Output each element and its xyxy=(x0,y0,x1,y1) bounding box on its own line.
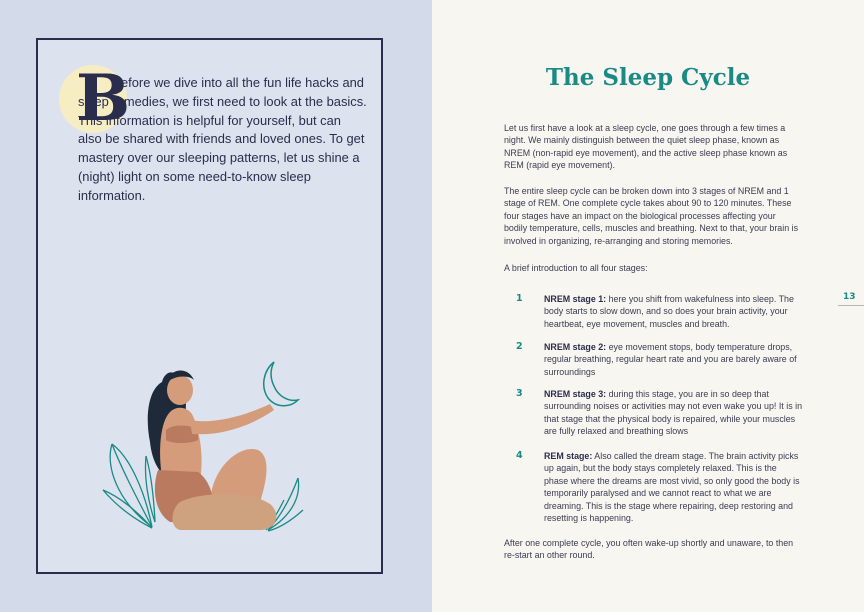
stage-description: eye movement stops, body temperature drops, regular breathing, regular heart rate and you are barely aware of surroundings xyxy=(544,342,797,377)
right-page xyxy=(432,0,864,612)
intro-paragraph xyxy=(78,74,368,206)
paragraph-closing: After one complete cycle, you often wake-up shortly and unaware, to then re-start an other round. xyxy=(504,538,794,561)
page-title: The Sleep Cycle xyxy=(545,64,751,91)
stage-number: 3 xyxy=(516,388,523,399)
stage-label: NREM stage 1: xyxy=(544,294,607,304)
paragraph-stages-lead: A brief introduction to all four stages: xyxy=(504,263,648,273)
stage-description: Also called the dream stage. The brain activity picks up again, but the body stays completely relaxed. This is the phase where the dreams are most vivid, so only good the body is temporarily paralysed and we cannot react to what we are dreaming. This is the stage where repairing, deep restoring and resetting is happening. xyxy=(544,451,800,524)
stage-text xyxy=(544,293,802,330)
stage-number: 1 xyxy=(516,293,523,304)
stage-number: 2 xyxy=(516,341,523,352)
woman-holding-moon-illustration xyxy=(100,352,310,534)
stage-label: NREM stage 3: xyxy=(544,389,607,399)
stage-description: during this stage, you are in so deep that surrounding noises or activities may not even wake you up! It is in that stage that the physical body is repaired, while your muscles are fully relaxed and breathing slows xyxy=(544,389,802,437)
stage-text xyxy=(544,341,802,378)
intro-first-line: efore we dive into all the fun life hacks xyxy=(121,75,339,90)
drop-cap: B xyxy=(76,61,131,136)
stage-label: REM stage: xyxy=(544,451,593,461)
stage-number: 4 xyxy=(516,450,523,461)
page-number: 13 xyxy=(843,292,856,302)
stage-description: here you shift from wakefulness into sleep. The body starts to slow down, and so does your brain activity, your heartbeat, eye movement, muscles and breath. xyxy=(544,294,794,329)
page-number-rule xyxy=(838,305,864,306)
paragraph-intro: Let us first have a look at a sleep cycle, one goes through a few times a night. We mainly distinguish between the quiet sleep phase, known as NREM (non-rapid eye movement), and the active sleep phase known as REM (rapid eye movement). xyxy=(504,123,788,171)
stage-text xyxy=(544,388,802,438)
intro-rest: and sleep remedies, we first need to look at the basics. This information is helpful for yourself, but can also be shared with friends and loved ones. To get mastery over our sleeping patterns, let us shine a (night) light on some need-to-know sleep information. xyxy=(78,75,367,203)
paragraph-cycle: The entire sleep cycle can be broken down into 3 stages of NREM and 1 stage of REM. One complete cycle takes about 90 to 120 minutes. These four stages have an impact on the biological processes affecting your bodily temperature, cells, muscles and breathing. Next to that, your brain is involved in organizing, re-arranging and storing memories. xyxy=(504,186,799,246)
stage-text xyxy=(544,450,802,524)
stage-label: NREM stage 2: xyxy=(544,342,607,352)
